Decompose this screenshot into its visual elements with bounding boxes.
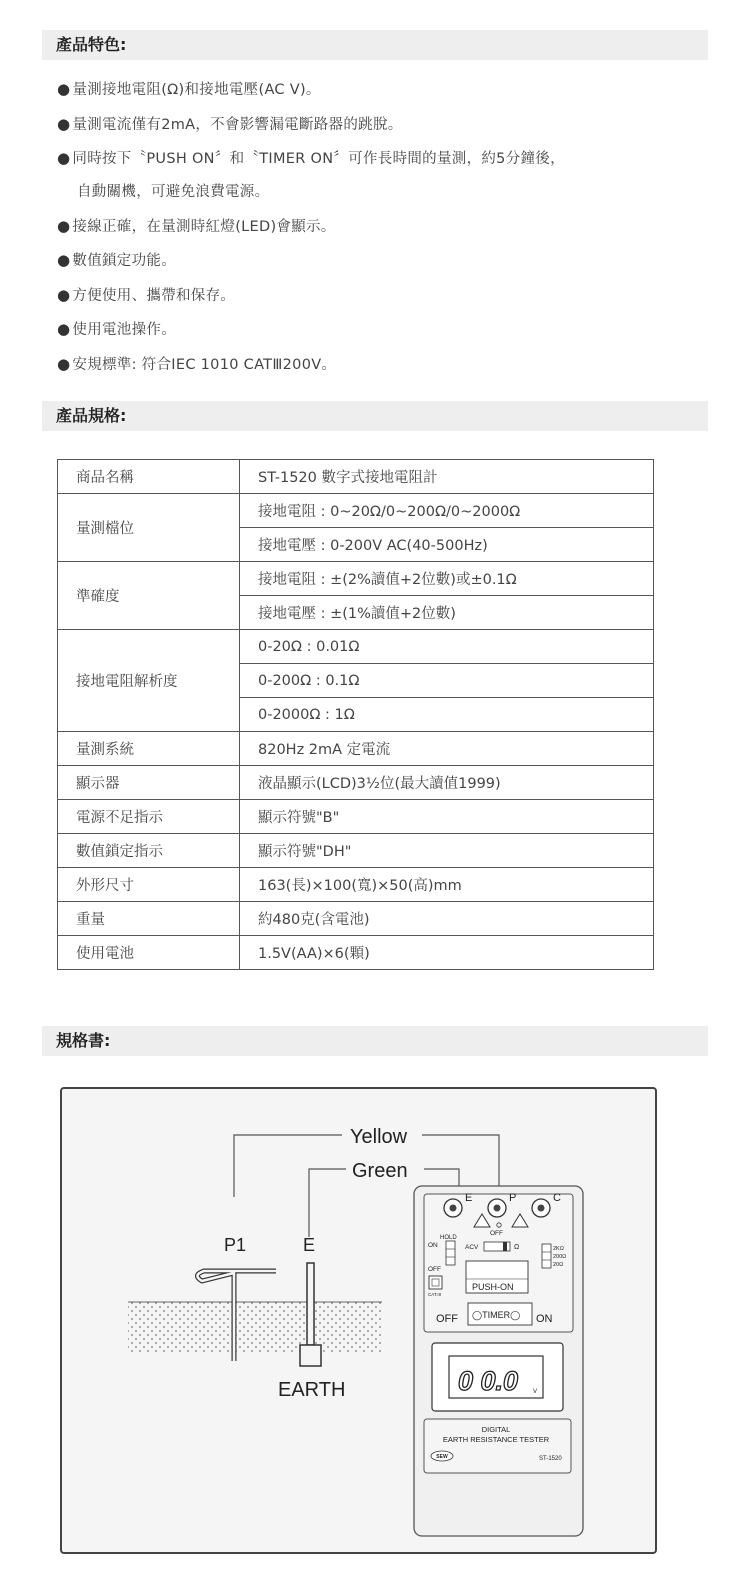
manual-heading: 規格書: <box>42 1026 708 1056</box>
spec-label: 商品名稱 <box>58 460 240 494</box>
spec-label: 顯示器 <box>58 766 240 800</box>
spec-value: 接地電壓 : ±(1%讀值+2位數) <box>240 596 654 630</box>
bullet-icon: ● <box>57 354 71 373</box>
feature-list <box>57 78 717 387</box>
wiring-diagram-svg <box>62 1089 655 1552</box>
spec-value: 0-2000Ω : 1Ω <box>240 698 654 732</box>
spec-label: 外形尺寸 <box>58 868 240 902</box>
spec-value: 0-200Ω : 0.1Ω <box>240 664 654 698</box>
range-2k-label: 2KΩ <box>553 1246 564 1252</box>
bullet-icon: ● <box>57 320 71 338</box>
spec-heading: 產品規格: <box>42 401 708 431</box>
wiring-diagram <box>60 1087 657 1554</box>
feature-item: ● 量測接地電阻(Ω)和接地電壓(AC V)。 <box>57 80 321 98</box>
spec-value: 液晶顯示(LCD)3½位(最大讀值1999) <box>240 766 654 800</box>
spec-value: 接地電阻 : 0~20Ω/0~200Ω/0~2000Ω <box>240 494 654 528</box>
feature-item: ● 使用電池操作。 <box>57 320 176 338</box>
spec-label: 數值鎖定指示 <box>58 834 240 868</box>
acv-label: ACV <box>465 1244 479 1251</box>
table-row <box>58 936 654 970</box>
feature-item: ● 方便使用、攜帶和保存。 <box>57 285 236 304</box>
terminal-c-label: C <box>553 1192 561 1204</box>
e-plate-icon <box>300 1345 321 1366</box>
feature-item: ● 接線正確，在量測時紅燈(LED)會顯示。 <box>57 216 336 235</box>
brand-line2: EARTH RESISTANCE TESTER <box>442 1435 550 1444</box>
table-row <box>58 800 654 834</box>
off-top-label: OFF <box>490 1230 503 1237</box>
table-row <box>58 766 654 800</box>
soil-area <box>128 1302 382 1354</box>
spec-value: 約480克(含電池) <box>240 902 654 936</box>
hold-switch[interactable] <box>446 1241 455 1265</box>
spec-table <box>57 459 654 970</box>
table-row <box>58 460 654 494</box>
spec-label: 量測檔位 <box>58 494 240 562</box>
power-off-label: OFF <box>436 1313 458 1325</box>
yellow-lead-line-right <box>422 1135 499 1193</box>
lcd-unit: V <box>533 1389 538 1395</box>
spec-value: 接地電壓 : 0-200V AC(40-500Hz) <box>240 528 654 562</box>
bullet-icon: ● <box>57 149 71 167</box>
e-label: E <box>303 1235 316 1255</box>
spec-value: 顯示符號"B" <box>240 800 654 834</box>
model-label: ST-1520 <box>539 1456 562 1462</box>
spec-value: 1.5V(AA)×6(顆) <box>240 936 654 970</box>
hold-off-label: OFF <box>428 1266 441 1273</box>
p1-label: P1 <box>224 1235 247 1255</box>
push-on-label: PUSH-ON <box>472 1282 514 1292</box>
bullet-icon: ● <box>57 285 71 304</box>
feature-item: ● 數值鎖定功能。 <box>57 251 176 269</box>
power-on-label: ON <box>536 1313 553 1325</box>
spec-value: 接地電阻 : ±(2%讀值+2位數)或±0.1Ω <box>240 562 654 596</box>
yellow-lead-line <box>234 1135 342 1197</box>
spec-label: 電源不足指示 <box>58 800 240 834</box>
table-row <box>58 494 654 528</box>
spec-label: 準確度 <box>58 562 240 630</box>
table-row <box>58 630 654 664</box>
e-rod-icon <box>307 1263 314 1345</box>
spec-value: 0-20Ω : 0.01Ω <box>240 630 654 664</box>
feature-item: ● 安規標準: 符合IEC 1010 CATⅢ200V。 <box>57 354 337 373</box>
lcd-reading: 0 0.0 <box>458 1366 519 1396</box>
yellow-label: Yellow <box>350 1126 408 1148</box>
spec-value: 顯示符號"DH" <box>240 834 654 868</box>
bullet-icon: ● <box>57 216 71 235</box>
table-row <box>58 834 654 868</box>
bullet-icon: ● <box>57 114 71 133</box>
spec-label: 使用電池 <box>58 936 240 970</box>
spec-label: 重量 <box>58 902 240 936</box>
green-lead-line <box>309 1169 346 1237</box>
bullet-icon: ● <box>57 251 71 269</box>
range-20-label: 20Ω <box>553 1262 564 1268</box>
hold-on-label: ON <box>428 1242 438 1249</box>
sew-logo-text: SEW <box>436 1454 448 1460</box>
spec-value: ST-1520 數字式接地電阻計 <box>240 460 654 494</box>
ohm-label: Ω <box>514 1244 520 1251</box>
table-row <box>58 562 654 596</box>
tester-device <box>414 1186 583 1536</box>
range-switch[interactable] <box>542 1244 551 1268</box>
brand-line1: DIGITAL <box>481 1425 511 1434</box>
table-row <box>58 732 654 766</box>
range-200-label: 200Ω <box>553 1254 567 1260</box>
table-row <box>58 868 654 902</box>
terminal-p-label: P <box>509 1192 517 1204</box>
spec-label: 接地電阻解析度 <box>58 630 240 732</box>
spec-value: 820Hz 2mA 定電流 <box>240 732 654 766</box>
table-row <box>58 902 654 936</box>
spec-value: 163(長)×100(寬)×50(高)mm <box>240 868 654 902</box>
feature-item: ● 量測電流僅有2mA，不會影響漏電斷路器的跳脫。 <box>57 114 403 133</box>
earth-label: EARTH <box>278 1379 346 1401</box>
timer-label: ◯TIMER◯ <box>472 1310 521 1320</box>
spec-label: 量測系統 <box>58 732 240 766</box>
bullet-icon: ● <box>57 80 71 98</box>
terminal-e-label: E <box>465 1192 473 1204</box>
features-heading: 產品特色: <box>42 30 708 60</box>
green-label: Green <box>352 1160 408 1182</box>
feature-item: ● 同時按下〝PUSH ON〞和〝TIMER ON〞可作長時間的量測，約5分鐘後， 自動關機，可避免浪費電源。 <box>57 149 565 200</box>
cat-label: CAT.III <box>428 1292 442 1297</box>
hold-label: HOLD <box>440 1235 457 1241</box>
